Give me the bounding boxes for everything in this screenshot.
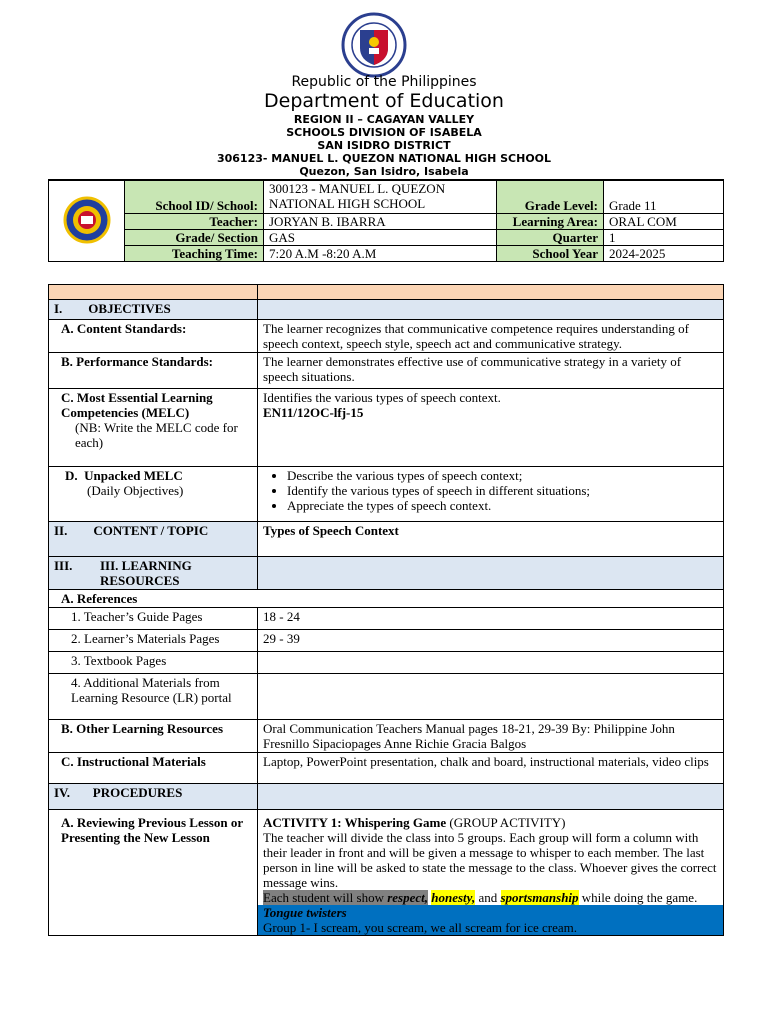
unpacked-note: (Daily Objectives) <box>87 483 184 498</box>
melc-note: (NB: Write the MELC code for each) <box>75 420 238 450</box>
tb-label: 3. Textbook Pages <box>49 652 258 674</box>
region-line: REGION II – CAGAYAN VALLEY <box>293 113 475 126</box>
procedures-heading: IV. PROCEDURES <box>49 784 258 810</box>
department-title: Department of Education <box>264 90 504 112</box>
table-header-row <box>49 285 724 300</box>
activity-title: ACTIVITY 1: Whispering Game <box>263 815 447 830</box>
school-logo <box>61 196 113 244</box>
school-year-label: School Year <box>497 246 604 262</box>
unpacked-list <box>263 468 718 513</box>
district-line: SAN ISIDRO DISTRICT <box>317 139 451 152</box>
tg-value: 18 - 24 <box>258 608 724 630</box>
instructional-materials-label: C. Instructional Materials <box>49 753 258 784</box>
table-row <box>49 674 724 720</box>
review-label: A. Reviewing Previous Lesson or Presenting the New Lesson <box>49 810 258 936</box>
table-row <box>49 557 724 590</box>
table-row <box>49 630 724 652</box>
quarter-label: Quarter <box>497 230 604 246</box>
list-item: • Describe the various types of speech context; <box>287 468 718 483</box>
performance-standards-label: B. Performance Standards: <box>49 353 258 389</box>
objectives-heading: I. OBJECTIVES <box>49 300 258 320</box>
grade-section-label: Grade/ Section <box>125 230 264 246</box>
table-row <box>49 522 724 557</box>
school-logo-cell <box>49 181 125 262</box>
content-standards-label: A. Content Standards: <box>49 320 258 353</box>
table-row <box>49 389 724 467</box>
deped-seal <box>338 12 410 78</box>
tongue-twisters-title: Tongue twisters <box>263 905 347 920</box>
learning-resources-heading: III. III. LEARNING RESOURCES <box>49 557 258 590</box>
table-row <box>49 753 724 784</box>
school-info-table <box>48 180 724 262</box>
teacher-value: JORYAN B. IBARRA <box>264 214 497 230</box>
value-honesty: honesty, <box>431 890 476 905</box>
republic-line: Republic of the Philippines <box>291 74 477 90</box>
school-label: School ID/ School: <box>125 181 264 214</box>
lm-label: 2. Learner’s Materials Pages <box>49 630 258 652</box>
melc-label: C. Most Essential Learning Competencies (MELC) <box>61 390 213 420</box>
instructional-materials-value: Laptop, PowerPoint presentation, chalk and board, instructional materials, video clips <box>258 753 724 784</box>
teaching-time-value: 7:20 A.M -8:20 A.M <box>264 246 497 262</box>
content-topic-label: II. CONTENT / TOPIC <box>49 522 258 557</box>
school-line: 306123- MANUEL L. QUEZON NATIONAL HIGH SCHOOL <box>216 152 552 165</box>
address-line: Quezon, San Isidro, Isabela <box>299 165 469 178</box>
learning-area-label: Learning Area: <box>497 214 604 230</box>
values-suffix: while doing the game. <box>581 890 698 905</box>
teaching-time-label: Teaching Time: <box>125 246 264 262</box>
tg-label: 1. Teacher’s Guide Pages <box>49 608 258 630</box>
other-resources-value: Oral Communication Teachers Manual pages 18-21, 29-39 By: Philippine John Fresnillo Sipaciopages Anne Richie Gracia Balgos <box>258 720 724 753</box>
unpacked-label: D. Unpacked MELC <box>65 468 183 483</box>
table-row <box>49 608 724 630</box>
additional-materials-label: 4. Additional Materials from Learning Resource (LR) portal <box>49 674 258 720</box>
melc-value: Identifies the various types of speech context. <box>263 390 501 405</box>
value-sportsmanship: sportsmanship <box>500 890 579 905</box>
activity-text: The teacher will divide the class into 5 groups. Each group will form a column with their leader in front and will be given a message to whisper to each member. The last person in line will be asked to state the message to the class. Whoever gives the correct message wins. <box>263 830 717 890</box>
table-row <box>49 652 724 674</box>
content-topic-value: Types of Speech Context <box>258 522 724 557</box>
lesson-plan-table <box>48 284 724 936</box>
table-row <box>49 353 724 389</box>
teacher-label: Teacher: <box>125 214 264 230</box>
grade-section-value: GAS <box>264 230 497 246</box>
performance-standards-value: The learner demonstrates effective use of communicative strategy in a variety of speech situations. <box>258 353 724 389</box>
values-prefix: Each student will show <box>263 890 384 905</box>
school-value: 300123 - MANUEL L. QUEZON NATIONAL HIGH SCHOOL <box>264 181 497 214</box>
table-row <box>49 784 724 810</box>
table-row <box>49 810 724 936</box>
table-row <box>49 300 724 320</box>
grade-level-label: Grade Level: <box>497 181 604 214</box>
grade-level-value: Grade 11 <box>604 181 724 214</box>
table-row <box>49 320 724 353</box>
list-item: • Appreciate the types of speech context. <box>287 498 718 513</box>
lm-value: 29 - 39 <box>258 630 724 652</box>
other-resources-label: B. Other Learning Resources <box>49 720 258 753</box>
group-1-twister: Group 1- I scream, you scream, we all scream for ice cream. <box>263 920 578 935</box>
school-year-value: 2024-2025 <box>604 246 724 262</box>
value-respect: respect, <box>387 890 429 905</box>
list-item: • Identify the various types of speech in different situations; <box>287 483 718 498</box>
content-standards-value: The learner recognizes that communicative competence requires understanding of speech context, speech style, speech act and communicative strategy. <box>258 320 724 353</box>
activity-type: (GROUP ACTIVITY) <box>449 815 566 830</box>
table-row <box>49 720 724 753</box>
quarter-value: 1 <box>604 230 724 246</box>
table-row <box>49 590 724 608</box>
references-label: A. References <box>49 590 724 608</box>
melc-code: EN11/12OC-lfj-15 <box>263 405 364 420</box>
division-line: SCHOOLS DIVISION OF ISABELA <box>286 126 482 139</box>
learning-area-value: ORAL COM <box>604 214 724 230</box>
values-and: and <box>478 890 498 905</box>
values-line <box>263 890 718 905</box>
table-row <box>49 467 724 522</box>
